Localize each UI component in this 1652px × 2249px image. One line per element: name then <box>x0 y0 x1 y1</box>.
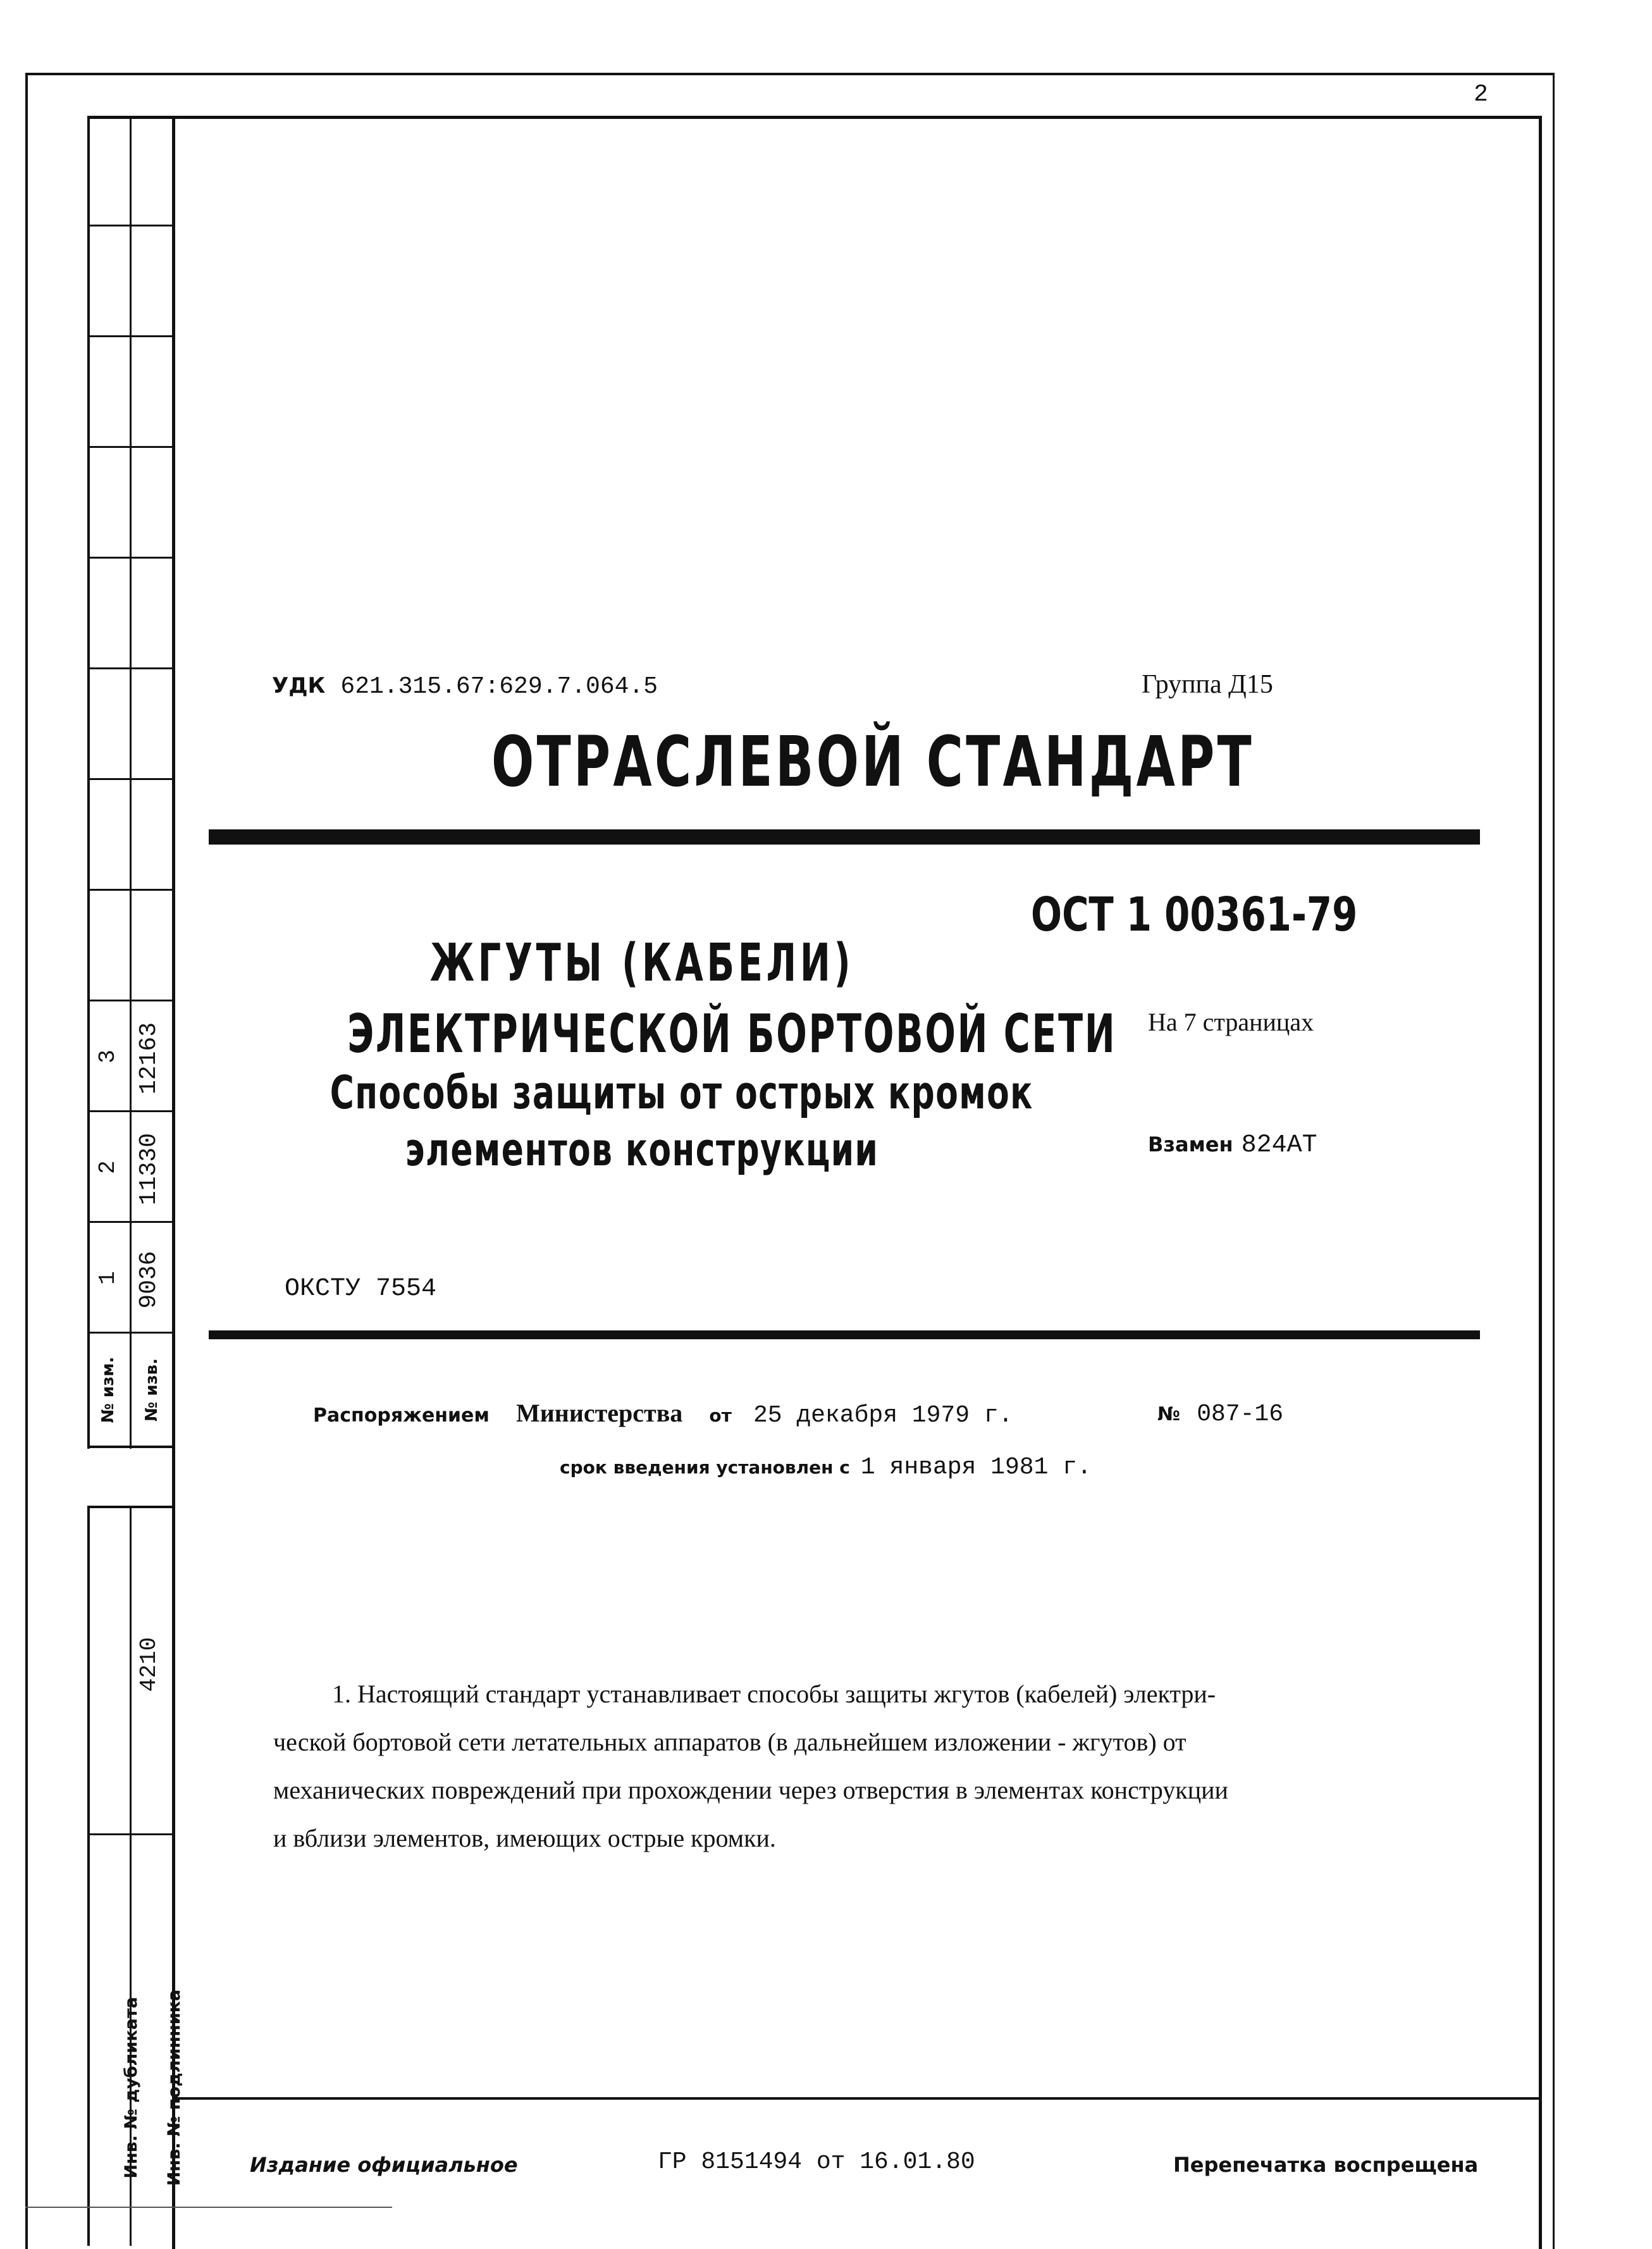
margin-rev-row-2 <box>87 1221 173 1223</box>
order-ministry: Министерства <box>516 1399 683 1427</box>
replaces-value: 824АТ <box>1241 1131 1317 1160</box>
outer-frame-left <box>25 73 28 2249</box>
footer-edition: Издание официальное <box>250 2153 518 2177</box>
margin-rev-row-1 <box>87 1332 173 1334</box>
margin-col-left <box>87 116 90 1449</box>
revision-change-2: 2 <box>95 1160 121 1174</box>
margin-top-row-1 <box>87 225 173 226</box>
margin-top-row-8 <box>87 1000 173 1001</box>
outer-frame-top <box>25 73 1554 75</box>
inventory-col-left <box>87 1506 90 2246</box>
body-line-4: и вблизи элементов, имеющих острые кромки. <box>273 1824 776 1852</box>
order-label: Распоряжением <box>313 1404 490 1427</box>
margin-top-row-2 <box>87 335 173 337</box>
order-number: 087-16 <box>1197 1401 1284 1428</box>
title-line-4: элементов конструкции <box>405 1123 879 1176</box>
margin-top-row-4 <box>87 557 173 559</box>
revision-notice-1: 9036 <box>135 1251 163 1309</box>
margin-top-row-3 <box>87 446 173 448</box>
title-line-2: ЭЛЕКТРИЧЕСКОЙ БОРТОВОЙ СЕТИ <box>347 1003 1117 1065</box>
group-code: Группа Д15 <box>1142 670 1273 699</box>
oksu-code: ОКСТУ 7554 <box>285 1275 437 1303</box>
inner-frame-right <box>1539 116 1542 2249</box>
footer-registration: ГР 8151494 от 16.01.80 <box>658 2148 975 2176</box>
inventory-duplicate-label: Инв. № дубликата <box>121 1997 141 2179</box>
designation: ОСТ 1 00361-79 <box>1031 888 1358 942</box>
order-number-line <box>1157 1398 1283 1428</box>
title-line-1: ЖГУТЫ (КАБЕЛИ) <box>429 933 854 993</box>
standard-type-heading: ОТРАСЛЕВОЙ СТАНДАРТ <box>491 721 1254 802</box>
margin-rev-header-bottom <box>87 1446 173 1448</box>
heading-rule-bottom <box>209 1330 1480 1339</box>
margin-top-row-5 <box>87 667 173 669</box>
replaces-line <box>1148 1131 1317 1160</box>
effective-label: срок введения установлен с <box>560 1457 850 1478</box>
udk-label: УДК <box>272 673 326 698</box>
inner-frame-top <box>87 116 1542 119</box>
footer-divider <box>172 2097 1542 2100</box>
body-line-3: механических повреждений при прохождении через отверстия в элементах конструкции <box>273 1776 1228 1804</box>
udk-line <box>272 671 658 700</box>
order-from: от <box>709 1405 732 1426</box>
margin-top-row-7 <box>87 889 173 891</box>
replaces-label: Взамен <box>1148 1132 1233 1156</box>
body-line-1: 1. Настоящий стандарт устанавливает способы защиты жгутов (кабелей) электри- <box>332 1680 1216 1708</box>
inventory-row-split <box>87 1833 173 1835</box>
margin-col-mid <box>130 116 132 1449</box>
revision-change-3: 3 <box>95 1050 121 1063</box>
title-line-3: Способы защиты от острых кромок <box>330 1066 1033 1119</box>
revision-header-notice: № изв. <box>142 1358 161 1422</box>
inventory-original-value: 4210 <box>136 1637 162 1692</box>
page-number: 2 <box>1474 81 1488 108</box>
footer-reprint: Перепечатка воспрещена <box>1173 2153 1479 2177</box>
revision-header-change: № изм. <box>99 1356 118 1423</box>
revision-notice-2: 11330 <box>135 1132 163 1206</box>
pages-info: На 7 страницах <box>1148 1008 1314 1036</box>
effective-date: 1 января 1981 г. <box>860 1454 1092 1481</box>
body-line-2: ческой бортовой сети летательных аппаратов (в дальнейшем изложении - жгутов) от <box>273 1728 1187 1756</box>
revision-change-1: 1 <box>95 1271 121 1285</box>
order-date: 25 декабря 1979 г. <box>753 1402 1013 1429</box>
inner-frame-left <box>172 116 175 2249</box>
heading-rule-top <box>209 829 1480 845</box>
udk-value: 621.315.67:629.7.064.5 <box>340 673 658 700</box>
margin-top-row-6 <box>87 778 173 780</box>
order-number-label: № <box>1157 1403 1181 1425</box>
order-line <box>313 1398 1013 1429</box>
margin-rev-row-3 <box>87 1110 173 1112</box>
outer-frame-right <box>1553 73 1555 2249</box>
revision-notice-3: 12163 <box>135 1022 163 1095</box>
bottom-stub-line <box>25 2207 392 2208</box>
inventory-original-label: Инв. № подлинника <box>164 1989 184 2186</box>
effective-line <box>560 1454 1092 1481</box>
